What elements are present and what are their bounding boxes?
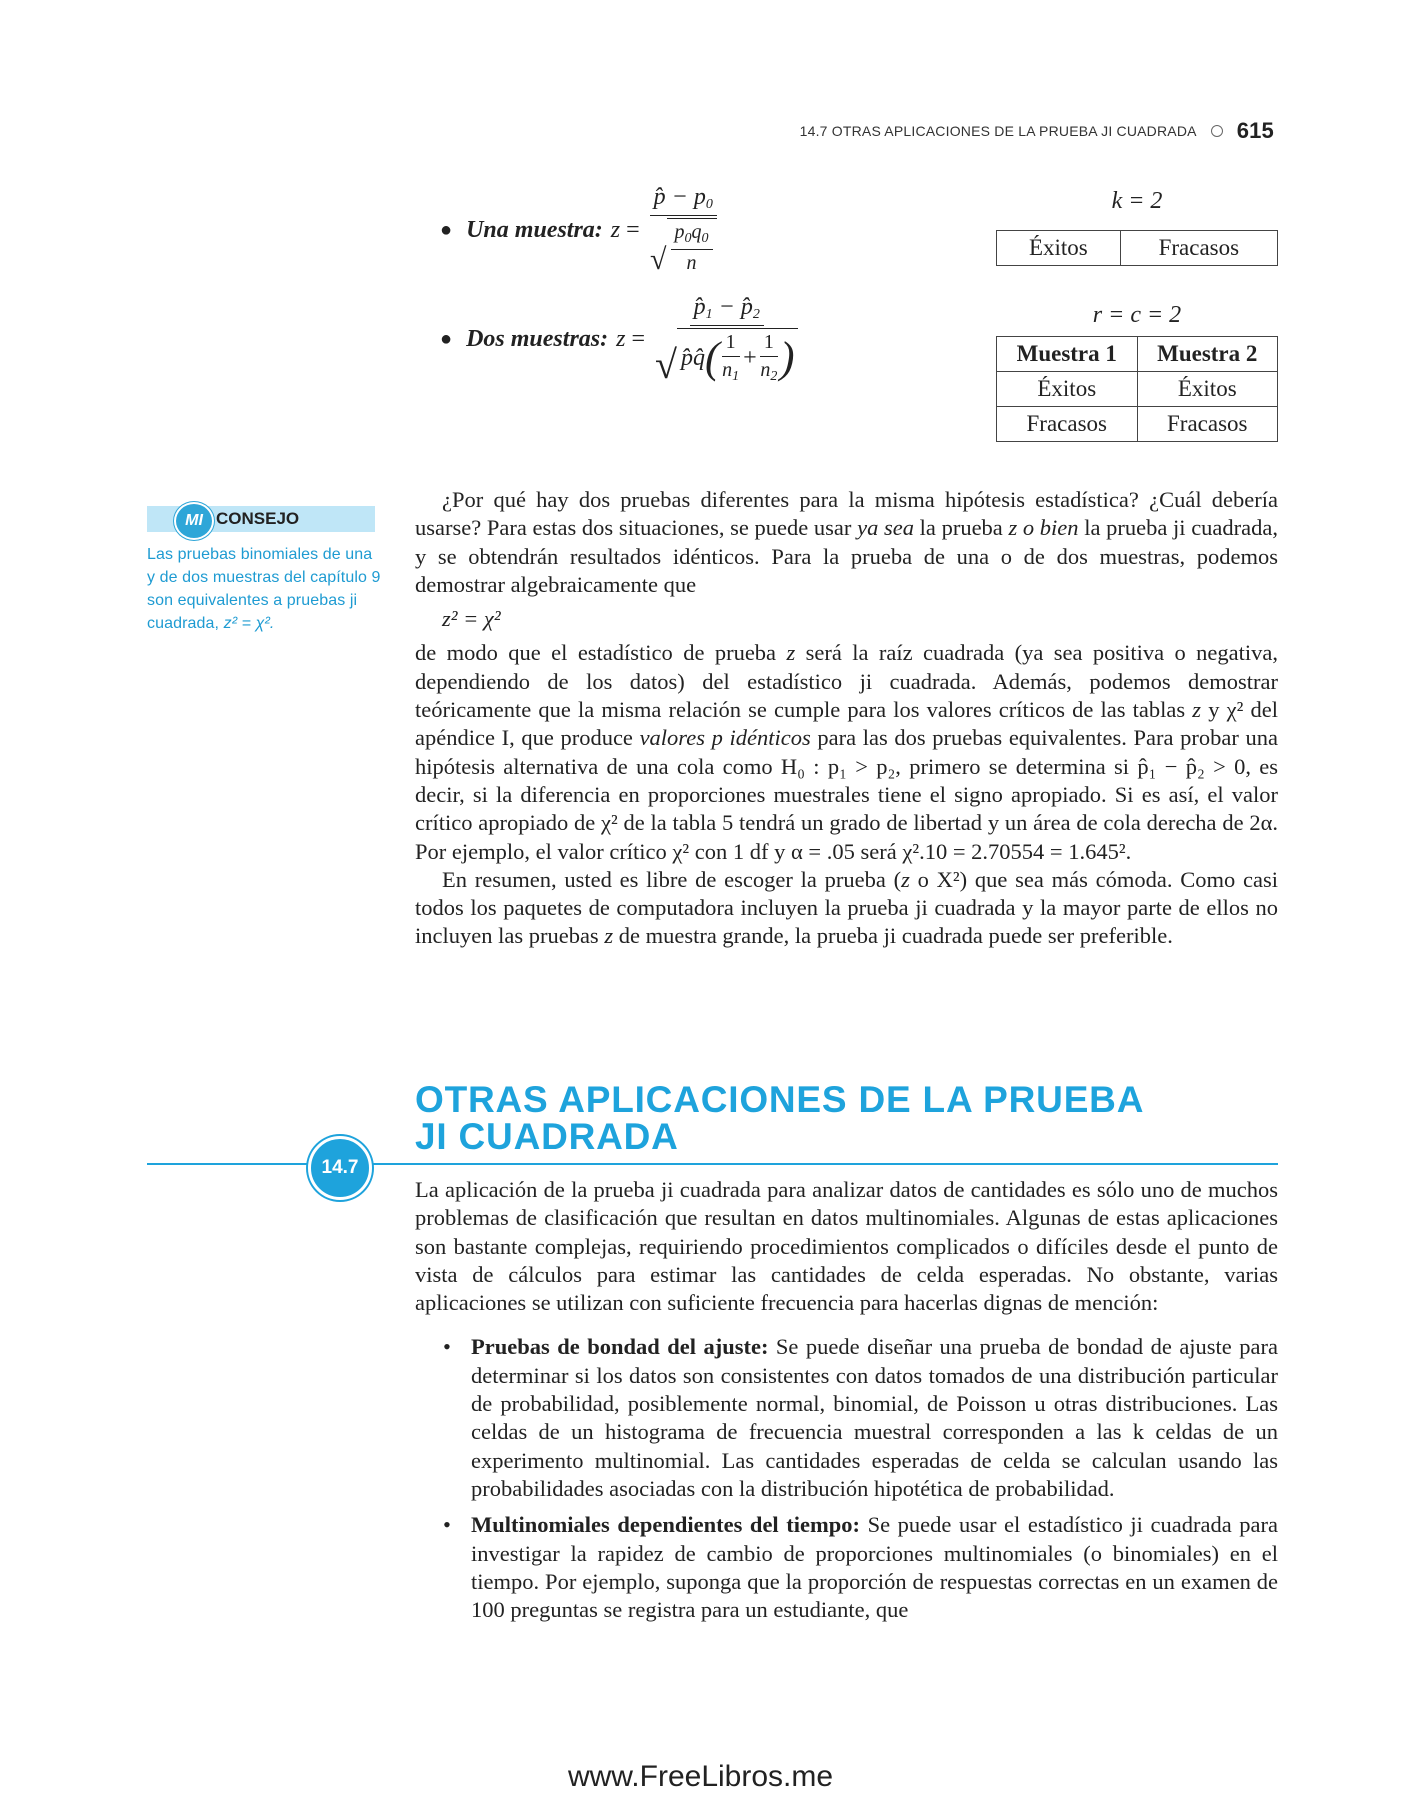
two-sample-label: Dos muestras: xyxy=(466,326,609,352)
one-sample-formula: ● Una muestra: z = p̂ − $p_0$ √ $\frac{p_0q_0}{n}$ xyxy=(440,184,721,276)
two-sample-table-caption: r = c = 2 xyxy=(1092,302,1182,328)
table-cell: Fracasos xyxy=(1137,407,1278,442)
bullet-icon: ● xyxy=(440,218,453,241)
two-sample-fraction: $p̂_1$ − $p̂_2$ √ p̂q̂ ( $\frac{1}{n_1}$ + $\frac{1}{n_2}$ ) xyxy=(655,294,798,385)
running-title: 14.7 OTRAS APLICACIONES DE LA PRUEBA JI CUADRADA xyxy=(799,123,1197,139)
one-sample-table-caption: k = 2 xyxy=(1111,188,1163,214)
tip-text: Las pruebas binomiales de una y de dos muestras del capítulo 9 son equivalentes a pruebas ji cuadrada, z² = χ². xyxy=(147,546,381,632)
bullet-icon: • xyxy=(443,1334,451,1360)
paragraph: de modo que el estadístico de prueba z será la raíz cuadrada (ya sea positiva o negativa, dependiendo de los datos) del estadístico ji cuadrada. Además, podemos demostrar teóricamente que la misma relación se cumple para los valores críticos de las tablas z y χ² del apéndice I, que produce valores p idénticos para las dos pruebas equivalentes. Para probar una hipótesis alternativa de una cola como H₀ : p₁ > p₂, primero se determina si p̂₁ − p̂₂ > 0, es decir, si la diferencia en proporciones muestrales tiene el signo apropiado. Si es así, el valor crítico apropiado de χ² de la tabla 5 tendrá un grado de libertad y un área de cola derecha de 2α. Por ejemplo, el valor crítico χ² con 1 df y α = .05 será χ².10 = 2.70554 = 1.645². xyxy=(415,640,1278,864)
circle-bullet-icon xyxy=(1211,125,1223,137)
bullet-icon: ● xyxy=(440,328,453,350)
section-number-badge: 14.7 xyxy=(308,1136,372,1200)
section-title: OTRAS APLICACIONES DE LA PRUEBA JI CUADRADA xyxy=(415,1079,1145,1157)
page-number: 615 xyxy=(1236,118,1274,143)
table-header: Muestra 2 xyxy=(1137,337,1278,372)
table-cell: Éxitos xyxy=(997,372,1138,407)
footer-url[interactable]: www.FreeLibros.me xyxy=(567,1760,834,1793)
two-sample-formula: ● Dos muestras: z = $p̂_1$ − $p̂_2$ √ p̂q̂ ( $\frac{1}{n_1}$ + $\frac{1}{n_2}$ ) xyxy=(440,294,802,385)
equation: z² = χ² xyxy=(442,606,501,632)
one-sample-fraction: p̂ − $p_0$ √ $\frac{p_0q_0}{n}$ xyxy=(650,184,717,276)
main-text xyxy=(415,486,1278,951)
section-body xyxy=(415,1176,1278,1632)
paragraph: En resumen, usted es libre de escoger la prueba (z o X²) que sea más cómoda. Como casi todos los paquetes de computadora incluyen la prueba ji cuadrada y la mayor parte de ellos no incluyen las pruebas z de muestra grande, la prueba ji cuadrada puede ser preferible. xyxy=(415,866,1278,949)
running-head xyxy=(800,118,1274,144)
two-sample-table xyxy=(996,336,1278,442)
one-sample-table xyxy=(996,230,1278,266)
applications-list xyxy=(415,1333,1278,1624)
table-cell: Éxitos xyxy=(1137,372,1278,407)
bullet-icon: • xyxy=(443,1512,451,1538)
table-cell: Éxitos xyxy=(997,231,1121,266)
tip-badge-icon: MI xyxy=(174,502,214,540)
table-header: Muestra 1 xyxy=(997,337,1138,372)
tip-label: CONSEJO xyxy=(216,509,300,528)
list-item: • Pruebas de bondad del ajuste: Se puede diseñar una prueba de bondad de ajuste para determinar si los datos son consistentes con datos tomados de una distribución particular de probabilidad, posiblemente normal, binomial, de Poisson u otras distribuciones. Las celdas de un histograma de frecuencia muestral corresponden a las k celdas de un experimento multinomial. Las cantidades esperadas de celda se calculan usando las probabilidades asociadas con la distribución hipotética de probabilidad. xyxy=(443,1334,1278,1501)
table-cell: Fracasos xyxy=(997,407,1138,442)
paragraph: ¿Por qué hay dos pruebas diferentes para la misma hipótesis estadística? ¿Cuál debería usarse? Para estas dos situaciones, se puede usar ya sea la prueba z o bien la prueba ji cuadrada, y se obtendrán resultados idénticos. Para la prueba de una o de dos muestras, podemos demostrar algebraicamente que xyxy=(415,487,1279,597)
one-sample-label: Una muestra: xyxy=(466,216,603,243)
list-item: • Multinomiales dependientes del tiempo: Se puede usar el estadístico ji cuadrada para investigar la rapidez de cambio de proporciones multinomiales (o binomiales) en el tiempo. Por ejemplo, suponga que la proporción de respuestas correctas en un examen de 100 preguntas se registra para un estudiante, que xyxy=(443,1512,1278,1623)
table-cell: Fracasos xyxy=(1120,231,1277,266)
section-intro: La aplicación de la prueba ji cuadrada para analizar datos de cantidades es sólo uno de muchos problemas de clasificación que resultan en datos multinomiales. Algunas de estas aplicaciones son bastante complejas, requiriendo procedimientos complicados o difíciles desde el punto de vista de cálculos para estimar las cantidades de celda esperadas. No obstante, varias aplicaciones se utilizan con suficiente frecuencia para hacerlas dignas de mención: xyxy=(415,1177,1278,1316)
